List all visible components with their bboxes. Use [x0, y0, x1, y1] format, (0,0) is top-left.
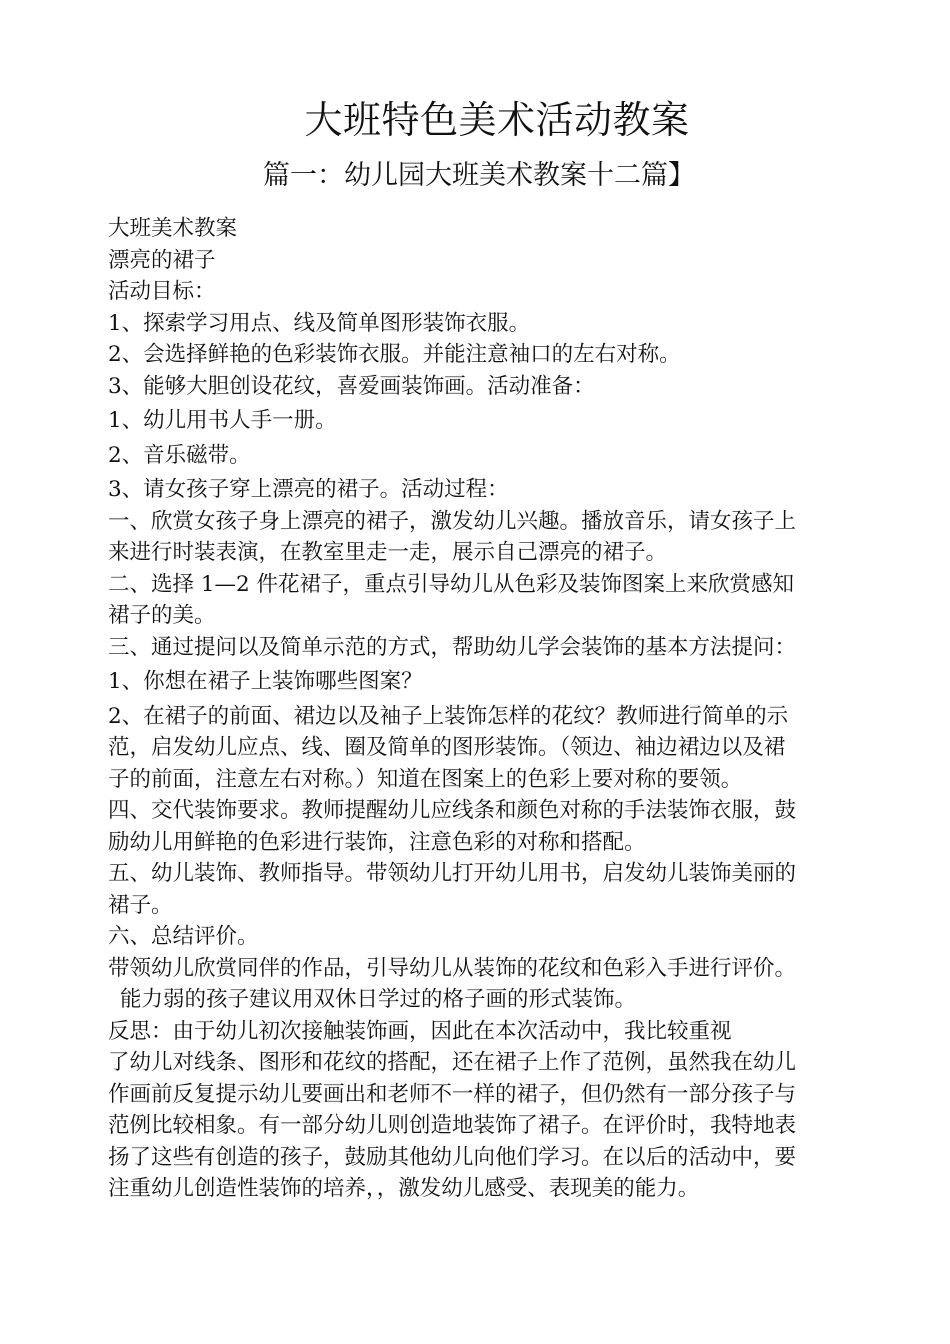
text-line: 六、总结评价。 [108, 924, 259, 949]
document-title: 大班特色美术活动教案 [304, 98, 690, 142]
text-line: 能力弱的孩子建议用双休日学过的格子画的形式装饰。 [120, 987, 637, 1012]
text-line: 四、交代装饰要求。教师提醒幼儿应线条和颜色对称的手法装饰衣服，鼓 [108, 798, 797, 823]
text-line: 大班美术教案 [108, 216, 238, 241]
text-line: 一、欣赏女孩子身上漂亮的裙子，激发幼儿兴趣。播放音乐，请女孩子上 [108, 508, 797, 534]
text-line: 扬了这些有创造的孩子，鼓励其他幼儿向他们学习。在以后的活动中，要 [108, 1144, 797, 1170]
text-line: 2、音乐磁带。 [108, 442, 251, 468]
document-body [108, 213, 868, 1205]
text-line: 范，启发幼儿应点、线、圈及简单的图形装饰。（领边、袖边裙边以及裙 [108, 735, 786, 760]
text-line: 作画前反复提示幼儿要画出和老师不一样的裙子，但仍然有一部分孩子与 [108, 1081, 797, 1107]
text-line: 来进行时装表演，在教室里走一走，展示自己漂亮的裙子。 [108, 540, 668, 565]
text-line: 裙子。 [108, 892, 173, 918]
text-line: 2、在裙子的前面、裙边以及袖子上装饰怎样的花纹？教师进行简单的示 [108, 703, 789, 729]
text-line: 1、探索学习用点、线及简单图形装饰衣服。 [108, 310, 531, 336]
text-line: 三、通过提问以及简单示范的方式，帮助幼儿学会装饰的基本方法提问： [108, 634, 797, 660]
text-line: 范例比较相象。有一部分幼儿则创造地装饰了裙子。在评价时，我特地表 [108, 1113, 797, 1138]
text-line: 带领幼儿欣赏同伴的作品，引导幼儿从装饰的花纹和色彩入手进行评价。 [108, 955, 797, 981]
text-line: 3、请女孩子穿上漂亮的裙子。活动过程： [108, 477, 509, 502]
text-line: 1、你想在裙子上装饰哪些图案？ [108, 669, 423, 694]
text-line: 反思：由于幼儿初次接触装饰画，因此在本次活动中，我比较重视 [108, 1018, 732, 1044]
text-line: 五、幼儿装饰、教师指导。带领幼儿打开幼儿用书，启发幼儿装饰美丽的 [108, 861, 797, 886]
text-line: 活动目标： [108, 279, 216, 304]
text-line: 漂亮的裙子 [108, 247, 216, 273]
text-line: 二、选择 1—2 件花裙子，重点引导幼儿从色彩及装饰图案上来欣赏感知 [108, 571, 795, 597]
text-line: 励幼儿用鲜艳的色彩进行装饰，注意色彩的对称和搭配。 [108, 829, 646, 855]
text-line: 了幼儿对线条、图形和花纹的搭配，还在裙子上作了范例，虽然我在幼儿 [108, 1050, 797, 1075]
text-line: 1、幼儿用书人手一册。 [108, 408, 337, 433]
text-line: 3、能够大胆创设花纹，喜爱画装饰画。活动准备： [108, 373, 595, 399]
document-subtitle: 篇一：幼儿园大班美术教案十二篇】 [263, 160, 695, 191]
text-line: 注重幼儿创造性装饰的培养，，激发幼儿感受、表现美的能力。 [108, 1176, 700, 1201]
text-line: 子的前面，注意左右对称。）知道在图案上的色彩上要对称的要领。 [108, 766, 743, 792]
text-line: 裙子的美。 [108, 603, 216, 628]
text-line: 2、会选择鲜艳的色彩装饰衣服。并能注意袖口的左右对称。 [108, 342, 681, 367]
